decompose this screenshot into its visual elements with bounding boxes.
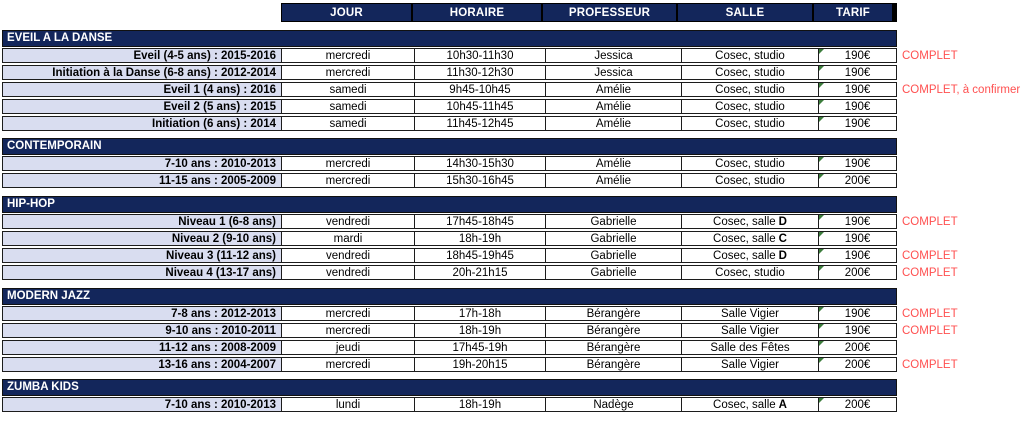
section-header	[2, 138, 897, 155]
salle-text: Cosec, studio	[715, 49, 785, 62]
cell-professeur: Bérangère	[546, 324, 681, 337]
cell-corner-marker-icon	[819, 232, 824, 237]
status-note: COMPLET, à confirmer	[902, 84, 1021, 96]
cell-tarif	[819, 215, 896, 228]
table-row	[2, 116, 897, 131]
column-header-jour: JOUR	[282, 4, 411, 21]
cell-corner-marker-icon	[819, 157, 824, 162]
salle-text: Cosec, salle	[713, 232, 776, 245]
tarif-text: 190€	[844, 307, 871, 320]
status-note: COMPLET	[902, 216, 958, 228]
cell-corner-marker-icon	[819, 174, 824, 179]
cell-corner-marker-icon	[819, 249, 824, 254]
salle-text: Cosec, studio	[715, 117, 785, 130]
status-note: COMPLET	[902, 50, 958, 62]
cell-jour: mercredi	[282, 66, 414, 79]
tarif-text: 190€	[844, 324, 871, 337]
cell-professeur: Bérangère	[546, 358, 681, 371]
cell-salle	[682, 324, 818, 337]
salle-text: Salle Vigier	[721, 307, 779, 320]
cell-tarif	[819, 324, 896, 337]
cell-corner-marker-icon	[819, 358, 824, 363]
cell-professeur: Amélie	[546, 174, 681, 187]
row-label: Niveau 3 (11-12 ans)	[3, 249, 281, 262]
cell-jour: samedi	[282, 117, 414, 130]
cell-horaire: 10h45-11h45	[415, 100, 545, 113]
salle-text: Salle Vigier	[721, 358, 779, 371]
cell-corner-marker-icon	[819, 324, 824, 329]
status-note: COMPLET	[902, 325, 958, 337]
status-note: COMPLET	[902, 308, 958, 320]
table-row	[2, 357, 958, 372]
row-label: Eveil 1 (4 ans) : 2016	[3, 83, 281, 96]
cell-salle	[682, 49, 818, 62]
row-label: 9-10 ans : 2010-2011	[3, 324, 281, 337]
cell-tarif	[819, 49, 896, 62]
cell-professeur: Amélie	[546, 83, 681, 96]
section-header	[2, 288, 897, 305]
cell-salle	[682, 215, 818, 228]
cell-tarif	[819, 341, 896, 354]
table-row	[2, 248, 958, 263]
cell-salle	[682, 358, 818, 371]
tarif-text: 200€	[844, 266, 871, 279]
cell-professeur: Amélie	[546, 117, 681, 130]
table-row	[2, 65, 897, 80]
cell-tarif	[819, 66, 896, 79]
cell-corner-marker-icon	[819, 266, 824, 271]
cell-salle	[682, 117, 818, 130]
salle-text: Salle Vigier	[721, 324, 779, 337]
cell-horaire: 11h45-12h45	[415, 117, 545, 130]
cell-jour: samedi	[282, 83, 414, 96]
salle-room-letter: C	[778, 232, 787, 245]
column-header-tarif: TARIF	[814, 4, 892, 21]
table-row	[2, 99, 897, 114]
cell-salle	[682, 157, 818, 170]
salle-text: Cosec, studio	[715, 100, 785, 113]
salle-text: Cosec, studio	[715, 157, 785, 170]
cell-tarif	[819, 266, 896, 279]
cell-corner-marker-icon	[819, 398, 824, 403]
cell-jour: mercredi	[282, 358, 414, 371]
row-label: Eveil (4-5 ans) : 2015-2016	[3, 49, 281, 62]
cell-corner-marker-icon	[819, 341, 824, 346]
table-row	[2, 82, 1021, 97]
cell-tarif	[819, 398, 896, 411]
cell-professeur: Jessica	[546, 49, 681, 62]
cell-horaire: 18h-19h	[415, 324, 545, 337]
cell-horaire: 17h45-18h45	[415, 215, 545, 228]
cell-tarif	[819, 307, 896, 320]
salle-room-letter: A	[778, 398, 787, 411]
cell-salle	[682, 83, 818, 96]
salle-text: Salle des Fêtes	[710, 341, 790, 354]
tarif-text: 190€	[844, 215, 871, 228]
cell-salle	[682, 307, 818, 320]
row-label: Niveau 1 (6-8 ans)	[3, 215, 281, 228]
tarif-text: 190€	[844, 157, 871, 170]
tarif-text: 200€	[844, 341, 871, 354]
cell-corner-marker-icon	[819, 117, 824, 122]
status-note: COMPLET	[902, 359, 958, 371]
cell-jour: mercredi	[282, 157, 414, 170]
table-row	[2, 397, 897, 412]
row-label: 11-15 ans : 2005-2009	[3, 174, 281, 187]
cell-tarif	[819, 117, 896, 130]
cell-tarif	[819, 249, 896, 262]
table-row	[2, 156, 897, 171]
tarif-text: 190€	[844, 232, 871, 245]
cell-jour: mercredi	[282, 49, 414, 62]
cell-jour: mercredi	[282, 307, 414, 320]
section-title: EVEIL A LA DANSE	[7, 32, 113, 44]
cell-horaire: 17h-18h	[415, 307, 545, 320]
cell-professeur: Gabrielle	[546, 266, 681, 279]
tarif-text: 190€	[844, 66, 871, 79]
status-note: COMPLET	[902, 267, 958, 279]
cell-salle	[682, 174, 818, 187]
cell-corner-marker-icon	[819, 49, 824, 54]
row-label: Initiation (6 ans) : 2014	[3, 117, 281, 130]
cell-corner-marker-icon	[819, 83, 824, 88]
cell-tarif	[819, 232, 896, 245]
section-header	[2, 30, 897, 47]
table-row	[2, 214, 958, 229]
row-label: 7-8 ans : 2012-2013	[3, 307, 281, 320]
status-note: COMPLET	[902, 250, 958, 262]
section-title: HIP-HOP	[7, 198, 55, 210]
table-row	[2, 340, 897, 355]
tarif-text: 200€	[844, 174, 871, 187]
cell-salle	[682, 398, 818, 411]
cell-horaire: 18h-19h	[415, 232, 545, 245]
cell-horaire: 15h30-16h45	[415, 174, 545, 187]
row-label: 7-10 ans : 2010-2013	[3, 157, 281, 170]
salle-room-letter: D	[778, 249, 787, 262]
row-label: Niveau 4 (13-17 ans)	[3, 266, 281, 279]
tarif-text: 190€	[844, 49, 871, 62]
section-title: MODERN JAZZ	[7, 290, 91, 302]
cell-horaire: 18h45-19h45	[415, 249, 545, 262]
cell-salle	[682, 341, 818, 354]
section-title: CONTEMPORAIN	[7, 140, 102, 152]
salle-text: Cosec, salle	[713, 249, 776, 262]
cell-professeur: Amélie	[546, 100, 681, 113]
salle-text: Cosec, studio	[715, 266, 785, 279]
cell-professeur: Gabrielle	[546, 232, 681, 245]
cell-tarif	[819, 174, 896, 187]
cell-tarif	[819, 157, 896, 170]
cell-corner-marker-icon	[819, 66, 824, 71]
cell-horaire: 17h45-19h	[415, 341, 545, 354]
cell-horaire: 20h-21h15	[415, 266, 545, 279]
cell-professeur: Nadège	[546, 398, 681, 411]
cell-jour: mercredi	[282, 174, 414, 187]
column-header-salle: SALLE	[678, 4, 812, 21]
salle-room-letter: D	[778, 215, 787, 228]
cell-professeur: Gabrielle	[546, 215, 681, 228]
cell-corner-marker-icon	[819, 215, 824, 220]
tarif-text: 190€	[844, 83, 871, 96]
row-label: 13-16 ans : 2004-2007	[3, 358, 281, 371]
cell-professeur: Bérangère	[546, 307, 681, 320]
cell-professeur: Gabrielle	[546, 249, 681, 262]
cell-jour: vendredi	[282, 215, 414, 228]
cell-jour: samedi	[282, 100, 414, 113]
column-header-horaire: HORAIRE	[413, 4, 541, 21]
cell-salle	[682, 66, 818, 79]
tarif-text: 200€	[844, 398, 871, 411]
table-row	[2, 231, 897, 246]
cell-salle	[682, 266, 818, 279]
cell-jour: mardi	[282, 232, 414, 245]
cell-horaire: 10h30-11h30	[415, 49, 545, 62]
cell-horaire: 18h-19h	[415, 398, 545, 411]
column-header-professeur: PROFESSEUR	[543, 4, 676, 21]
table-header-row	[281, 3, 897, 22]
cell-horaire: 9h45-10h45	[415, 83, 545, 96]
cell-tarif	[819, 100, 896, 113]
cell-corner-marker-icon	[819, 100, 824, 105]
salle-text: Cosec, studio	[715, 66, 785, 79]
cell-horaire: 19h-20h15	[415, 358, 545, 371]
row-label: Initiation à la Danse (6-8 ans) : 2012-2014	[3, 66, 281, 79]
section-header	[2, 379, 897, 396]
cell-jour: vendredi	[282, 266, 414, 279]
table-row	[2, 48, 958, 63]
tarif-text: 190€	[844, 117, 871, 130]
cell-professeur: Amélie	[546, 157, 681, 170]
salle-text: Cosec, studio	[715, 83, 785, 96]
tarif-text: 190€	[844, 100, 871, 113]
cell-salle	[682, 249, 818, 262]
cell-tarif	[819, 358, 896, 371]
salle-text: Cosec, salle	[713, 398, 776, 411]
section-header	[2, 196, 897, 213]
tarif-text: 190€	[844, 249, 871, 262]
cell-horaire: 11h30-12h30	[415, 66, 545, 79]
cell-tarif	[819, 83, 896, 96]
cell-horaire: 14h30-15h30	[415, 157, 545, 170]
cell-professeur: Jessica	[546, 66, 681, 79]
section-title: ZUMBA KIDS	[7, 381, 79, 393]
cell-jour: jeudi	[282, 341, 414, 354]
salle-text: Cosec, studio	[715, 174, 785, 187]
table-row	[2, 265, 958, 280]
cell-salle	[682, 232, 818, 245]
row-label: 11-12 ans : 2008-2009	[3, 341, 281, 354]
table-row	[2, 306, 958, 321]
cell-jour: mercredi	[282, 324, 414, 337]
row-label: Niveau 2 (9-10 ans)	[3, 232, 281, 245]
cell-professeur: Bérangère	[546, 341, 681, 354]
row-label: 7-10 ans : 2010-2013	[3, 398, 281, 411]
table-row	[2, 323, 958, 338]
cell-jour: lundi	[282, 398, 414, 411]
cell-salle	[682, 100, 818, 113]
tarif-text: 200€	[844, 358, 871, 371]
row-label: Eveil 2 (5 ans) : 2015	[3, 100, 281, 113]
table-row	[2, 173, 897, 188]
cell-jour: vendredi	[282, 249, 414, 262]
cell-corner-marker-icon	[819, 307, 824, 312]
salle-text: Cosec, salle	[713, 215, 776, 228]
